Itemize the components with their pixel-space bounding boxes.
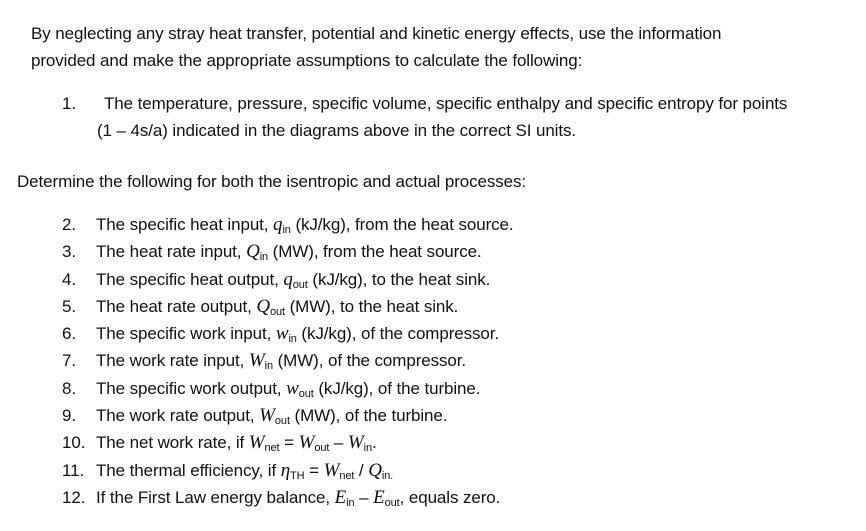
list-item (62, 350, 514, 377)
math-symbol: w (275, 323, 289, 345)
item-text: The heat rate output, (96, 296, 257, 316)
item-text: The temperature, pressure, specific volume, specific enthalpy and specific entropy for points (104, 94, 788, 113)
item-text: , equals zero. (399, 487, 501, 507)
math-symbol: η (280, 459, 291, 481)
math-subscript: in (288, 333, 297, 346)
item-number: 8. (62, 378, 76, 398)
math-symbol: W (259, 405, 275, 427)
math-subscript: out (314, 442, 330, 455)
intro-line-2: provided and make the appropriate assumptions to calculate the following: (31, 51, 583, 70)
math-symbol: W (248, 432, 265, 454)
list-item (62, 378, 514, 405)
math-operator: = (304, 460, 324, 480)
math-operator: – (354, 487, 374, 507)
item-text: The heat rate input, (96, 242, 247, 262)
list-item-1 (62, 93, 787, 115)
item-number: 5. (62, 296, 76, 316)
numbered-list (62, 214, 514, 514)
math-symbol: w (286, 377, 299, 399)
math-subscript: in (346, 496, 355, 509)
item-number: 2. (62, 215, 76, 234)
item-text: The work rate input, (96, 351, 249, 371)
math-subscript: net (264, 442, 280, 455)
list-item (62, 214, 514, 241)
math-symbol: q (283, 268, 293, 290)
item-text: The specific work output, (96, 378, 287, 398)
item-number: 4. (62, 269, 76, 289)
item-text: (kJ/kg), of the turbine. (313, 378, 481, 398)
item-number: 6. (62, 324, 76, 344)
item-text: If the First Law energy balance, (96, 487, 335, 507)
item-text: (kJ/kg), from the heat source. (290, 215, 514, 234)
math-subscript: TH (290, 469, 305, 482)
math-subscript: in. (381, 469, 394, 482)
item-number: 9. (62, 406, 76, 426)
intro-line-1: By neglecting any stray heat transfer, potential and kinetic energy effects, use the information (31, 24, 722, 43)
math-subscript: in (259, 251, 269, 264)
math-symbol: W (248, 350, 265, 372)
list-item (62, 241, 514, 268)
math-operator: / (354, 460, 369, 480)
math-subscript: net (339, 469, 355, 482)
item-text: . (372, 433, 377, 453)
item-text: The specific work input, (96, 324, 276, 344)
math-symbol: W (347, 432, 364, 454)
math-symbol: Q (256, 295, 270, 317)
math-symbol: Q (368, 459, 382, 481)
list-item-11 (62, 460, 514, 487)
list-item (62, 269, 514, 296)
item-text: The specific heat output, (96, 269, 284, 289)
list-item (62, 296, 514, 323)
item-text: (MW), of the turbine. (289, 406, 448, 426)
item-number: 1. (62, 94, 76, 113)
math-subscript: in (264, 360, 273, 373)
math-subscript: out (269, 305, 285, 318)
list-item-12 (62, 487, 514, 514)
math-subscript: out (292, 278, 308, 291)
item-text: (MW), of the compressor. (272, 351, 467, 371)
math-symbol: E (334, 486, 347, 508)
math-symbol: Q (246, 241, 260, 263)
list-item-1-continued: (1 – 4s/a) indicated in the diagrams above in the correct SI units. (97, 121, 577, 140)
item-text: (MW), to the heat sink. (284, 296, 459, 316)
item-text: The specific heat input, (96, 215, 274, 234)
item-text: (MW), from the heat source. (268, 242, 482, 262)
math-subscript: out (384, 496, 400, 509)
item-number: 7. (62, 351, 76, 371)
math-subscript: in (363, 442, 373, 455)
list-item (62, 405, 514, 432)
item-text: (kJ/kg), to the heat sink. (307, 269, 491, 289)
item-text: The work rate output, (96, 406, 260, 426)
item-text: The thermal efficiency, if (96, 460, 281, 480)
item-number: 12. (62, 487, 86, 507)
item-number: 3. (62, 242, 76, 262)
math-subscript: out (274, 415, 290, 428)
list-item-10 (62, 432, 514, 459)
item-text: (kJ/kg), of the compressor. (296, 324, 500, 344)
math-symbol: q (273, 214, 283, 235)
math-operator: – (329, 433, 348, 453)
math-subscript: out (298, 387, 314, 400)
item-text: The net work rate, if (96, 433, 249, 453)
item-number: 10. (62, 433, 86, 453)
math-symbol: W (298, 432, 315, 454)
math-operator: = (279, 433, 299, 453)
list-item (62, 323, 514, 350)
math-subscript: in (282, 224, 291, 236)
math-symbol: W (323, 459, 340, 481)
math-symbol: E (373, 486, 385, 508)
item-number: 11. (62, 460, 85, 480)
determine-heading: Determine the following for both the isentropic and actual processes: (17, 172, 527, 191)
